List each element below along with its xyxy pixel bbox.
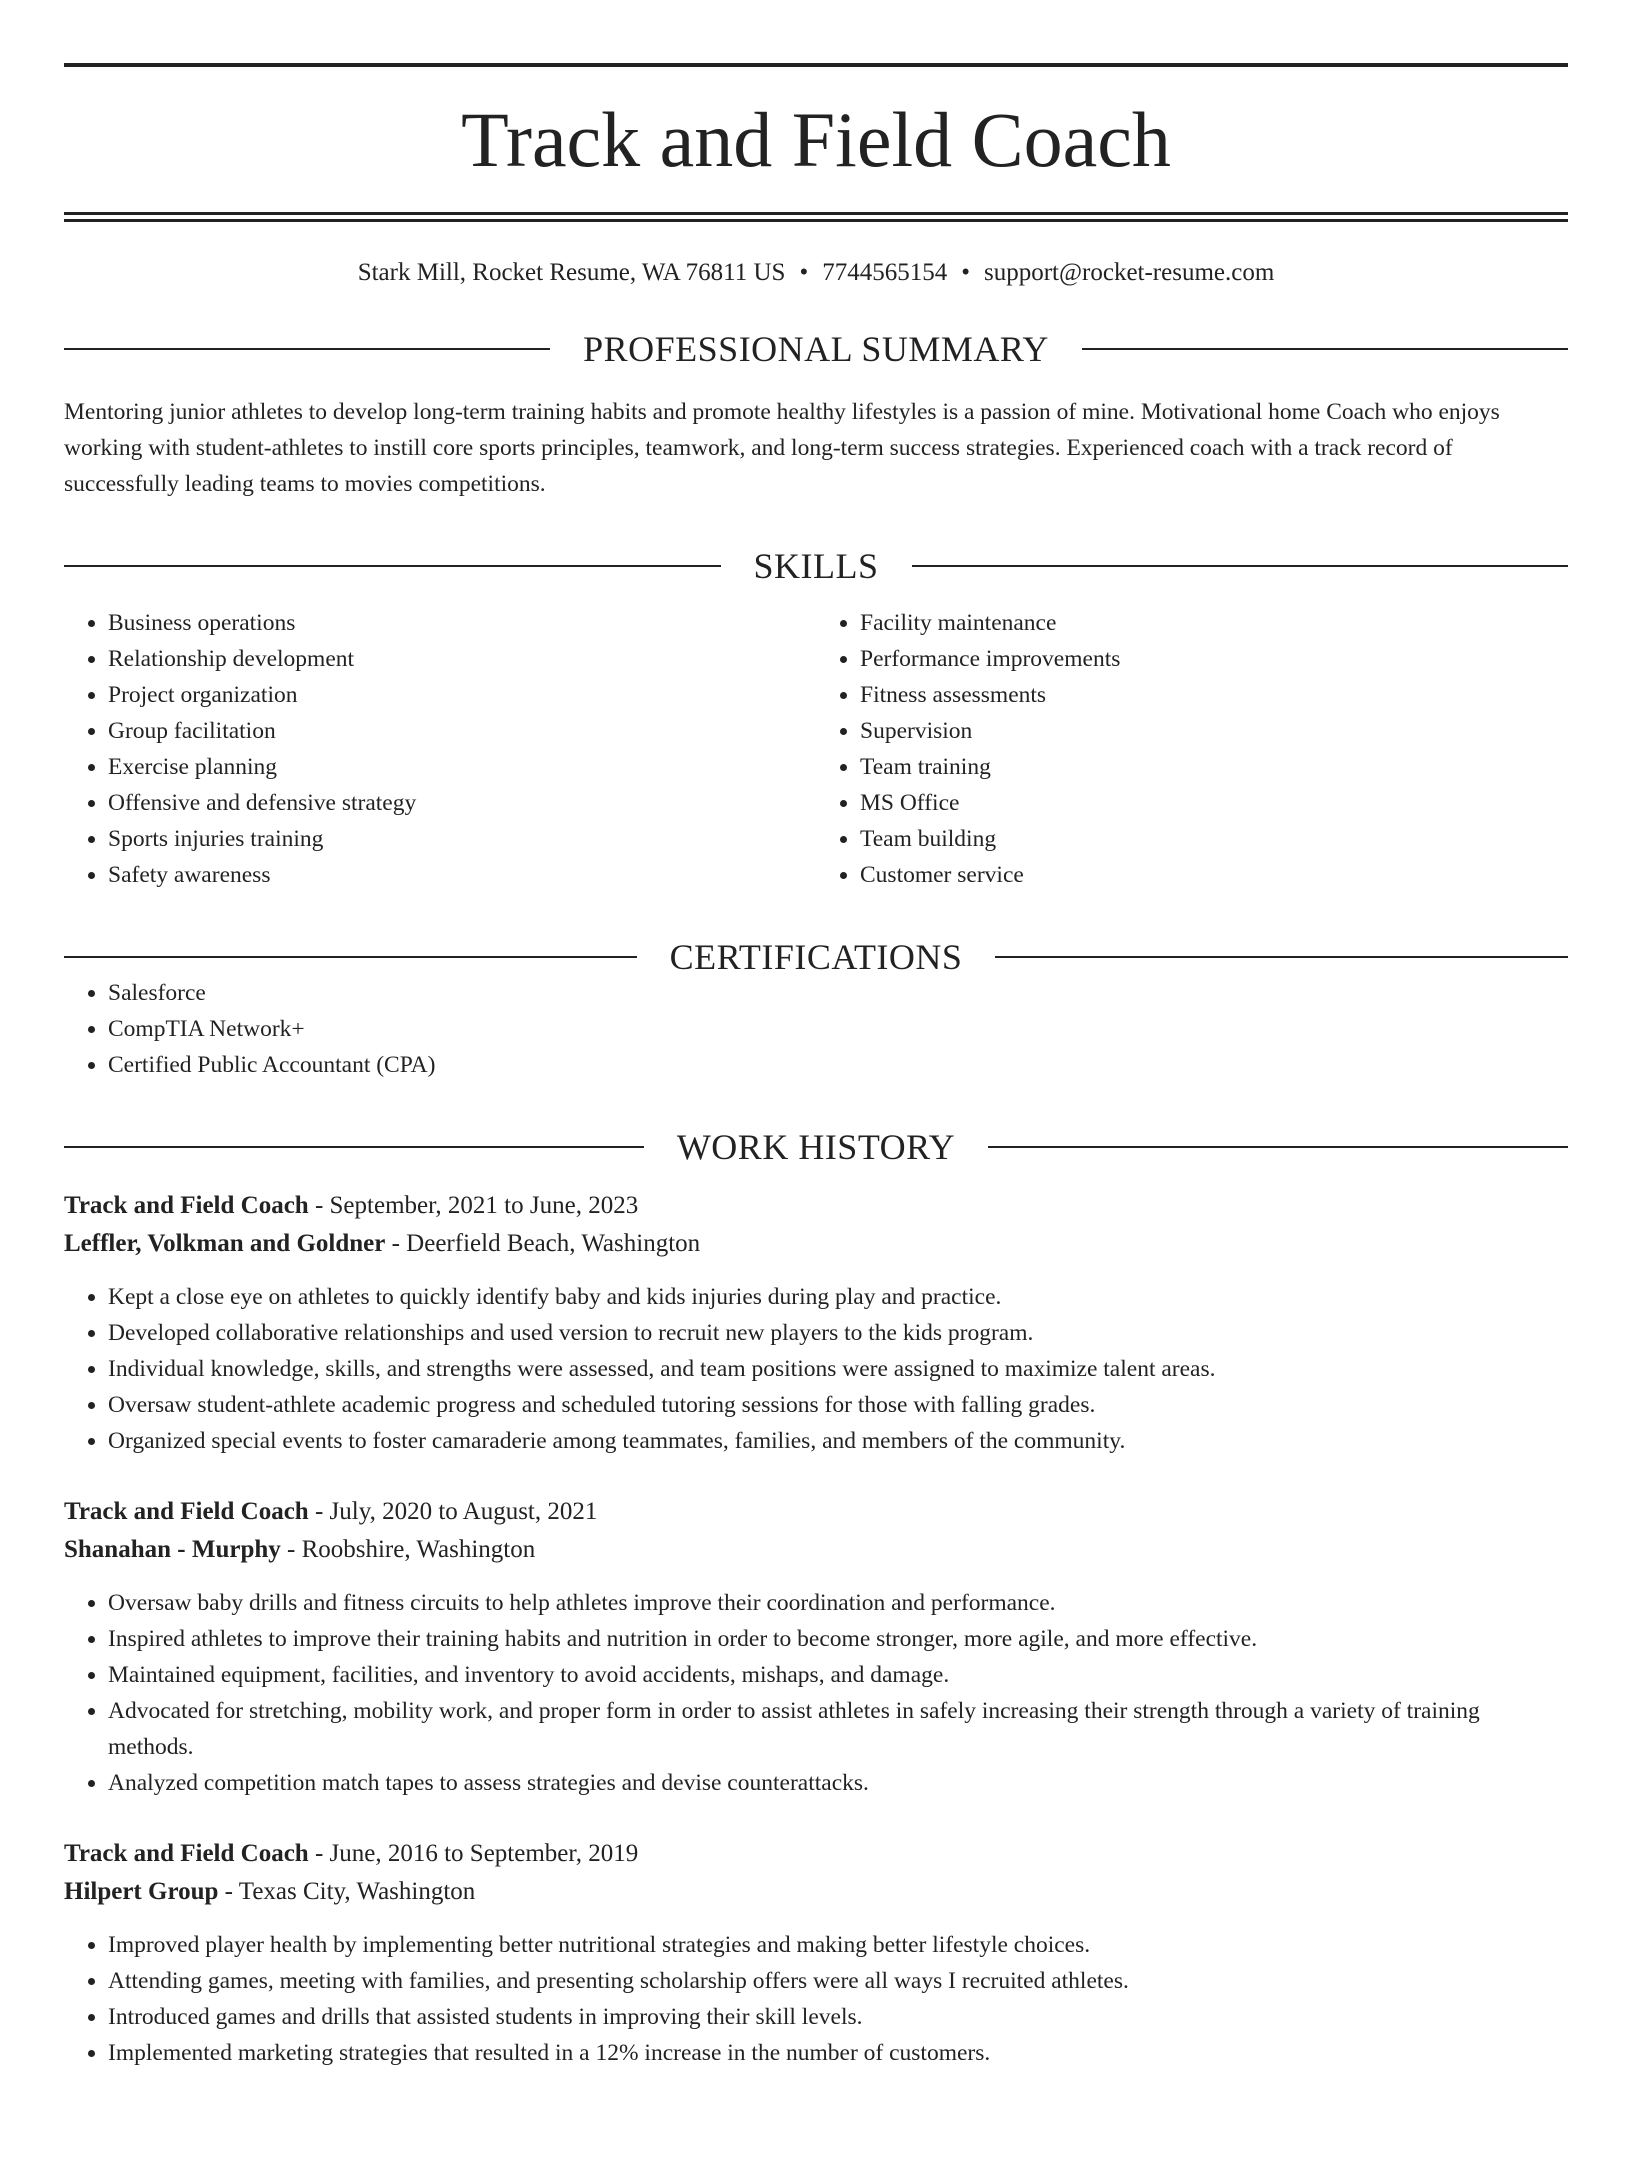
job-bullet: • Individual knowledge, skills, and strengths were assessed, and team positions were assigned to maximize talent areas.	[108, 1351, 1568, 1387]
job-company-line	[64, 1873, 1568, 1911]
job-bullet: • Maintained equipment, facilities, and inventory to avoid accidents, mishaps, and damage.	[108, 1657, 1568, 1693]
contact-phone: 7744565154	[822, 259, 948, 286]
contact-address: Stark Mill, Rocket Resume, WA 76811 US	[357, 259, 786, 286]
job-title-line	[64, 1187, 1568, 1225]
job-bullets	[64, 1585, 1568, 1801]
summary-heading	[64, 331, 1568, 367]
summary-heading-label: PROFESSIONAL SUMMARY	[583, 329, 1049, 369]
job-dates: - June, 2016 to September, 2019	[308, 1840, 639, 1867]
skill-item: • Team building	[860, 821, 1568, 857]
job-bullet: • Advocated for stretching, mobility work, and proper form in order to assist athletes in safely increasing their strength through a variety of training methods.	[108, 1693, 1568, 1765]
heading-rule-left	[64, 1146, 644, 1148]
job-bullet: • Attending games, meeting with families, and presenting scholarship offers were all ways I recruited athletes.	[108, 1963, 1568, 1999]
job-entry	[64, 1493, 1568, 1801]
job-location: - Deerfield Beach, Washington	[385, 1230, 701, 1257]
skill-item: • Offensive and defensive strategy	[108, 785, 816, 821]
certification-item: • Certified Public Accountant (CPA)	[108, 1047, 1568, 1083]
job-title: Track and Field Coach	[64, 1840, 309, 1867]
job-bullet: • Improved player health by implementing better nutritional strategies and making better lifestyle choices.	[108, 1927, 1568, 1963]
skill-item: • Supervision	[860, 713, 1568, 749]
certifications-list	[64, 975, 1568, 1083]
skills-heading-label: SKILLS	[753, 546, 879, 586]
job-location: - Texas City, Washington	[218, 1878, 476, 1905]
job-dates: - September, 2021 to June, 2023	[308, 1192, 639, 1219]
job-title-line	[64, 1493, 1568, 1531]
skill-item: • MS Office	[860, 785, 1568, 821]
summary-text: Mentoring junior athletes to develop long-term training habits and promote healthy lifestyles is a passion of mine. Motivational home Coach who enjoys working with student-athletes to instill core sports principles, teamwork, and long-term success strategies. Experienced coach with a track record of successfully leading teams to movies competitions.	[64, 399, 1500, 497]
contact-line	[64, 260, 1568, 285]
skills-heading	[64, 548, 1568, 584]
certification-item: • Salesforce	[108, 975, 1568, 1011]
job-title: Track and Field Coach	[64, 1192, 309, 1219]
job-bullets	[64, 1279, 1568, 1459]
job-bullet: • Developed collaborative relationships and used version to recruit new players to the kids program.	[108, 1315, 1568, 1351]
page-title: Track and Field Coach	[461, 96, 1171, 183]
job-bullet: • Oversaw baby drills and fitness circuits to help athletes improve their coordination and performance.	[108, 1585, 1568, 1621]
contact-email: support@rocket-resume.com	[984, 259, 1275, 286]
job-company: Hilpert Group	[64, 1878, 219, 1905]
job-bullet: • Oversaw student-athlete academic progress and scheduled tutoring sessions for those with falling grades.	[108, 1387, 1568, 1423]
skill-item: • Exercise planning	[108, 749, 816, 785]
skill-item: • Safety awareness	[108, 857, 816, 893]
job-location: - Roobshire, Washington	[280, 1536, 536, 1563]
job-dates: - July, 2020 to August, 2021	[308, 1498, 598, 1525]
resume-page	[0, 63, 1632, 2175]
skill-item: • Fitness assessments	[860, 677, 1568, 713]
job-company-line	[64, 1531, 1568, 1569]
heading-rule-right	[912, 565, 1569, 567]
skills-list	[64, 605, 1568, 893]
heading-rule-right	[995, 956, 1568, 958]
skill-item: • Facility maintenance	[860, 605, 1568, 641]
job-company-line	[64, 1225, 1568, 1263]
job-bullet: • Introduced games and drills that assisted students in improving their skill levels.	[108, 1999, 1568, 2035]
skill-item: • Sports injuries training	[108, 821, 816, 857]
skills-column-left	[64, 605, 816, 893]
heading-rule-left	[64, 565, 721, 567]
skill-item: • Customer service	[860, 857, 1568, 893]
skills-column-right	[816, 605, 1568, 893]
job-company: Leffler, Volkman and Goldner	[64, 1230, 386, 1257]
heading-rule-right	[988, 1146, 1568, 1148]
certification-item: • CompTIA Network+	[108, 1011, 1568, 1047]
heading-rule-left	[64, 956, 637, 958]
skill-item: • Group facilitation	[108, 713, 816, 749]
job-bullets	[64, 1927, 1568, 2071]
job-bullet: • Implemented marketing strategies that resulted in a 12% increase in the number of customers.	[108, 2035, 1568, 2071]
job-bullet: • Inspired athletes to improve their training habits and nutrition in order to become stronger, more agile, and more effective.	[108, 1621, 1568, 1657]
job-bullet: • Analyzed competition match tapes to assess strategies and devise counterattacks.	[108, 1765, 1568, 1801]
job-entry	[64, 1835, 1568, 2071]
job-entry	[64, 1187, 1568, 1459]
heading-rule-left	[64, 348, 550, 350]
skill-item: • Performance improvements	[860, 641, 1568, 677]
contact-separator: •	[961, 259, 970, 286]
skill-item: • Business operations	[108, 605, 816, 641]
job-company: Shanahan - Murphy	[64, 1536, 281, 1563]
certifications-heading-label: CERTIFICATIONS	[669, 937, 963, 977]
job-bullet: • Kept a close eye on athletes to quickly identify baby and kids injuries during play and practice.	[108, 1279, 1568, 1315]
skill-item: • Project organization	[108, 677, 816, 713]
work-history-heading	[64, 1129, 1568, 1165]
skill-item: • Relationship development	[108, 641, 816, 677]
skill-item: • Team training	[860, 749, 1568, 785]
job-bullet: • Organized special events to foster camaraderie among teammates, families, and members of the community.	[108, 1423, 1568, 1459]
work-history-heading-label: WORK HISTORY	[676, 1127, 956, 1167]
title-double-rule	[64, 212, 1568, 222]
job-title: Track and Field Coach	[64, 1498, 309, 1525]
contact-separator: •	[799, 259, 809, 286]
job-title-line	[64, 1835, 1568, 1873]
certifications-heading	[64, 939, 1568, 975]
heading-rule-right	[1082, 348, 1568, 350]
